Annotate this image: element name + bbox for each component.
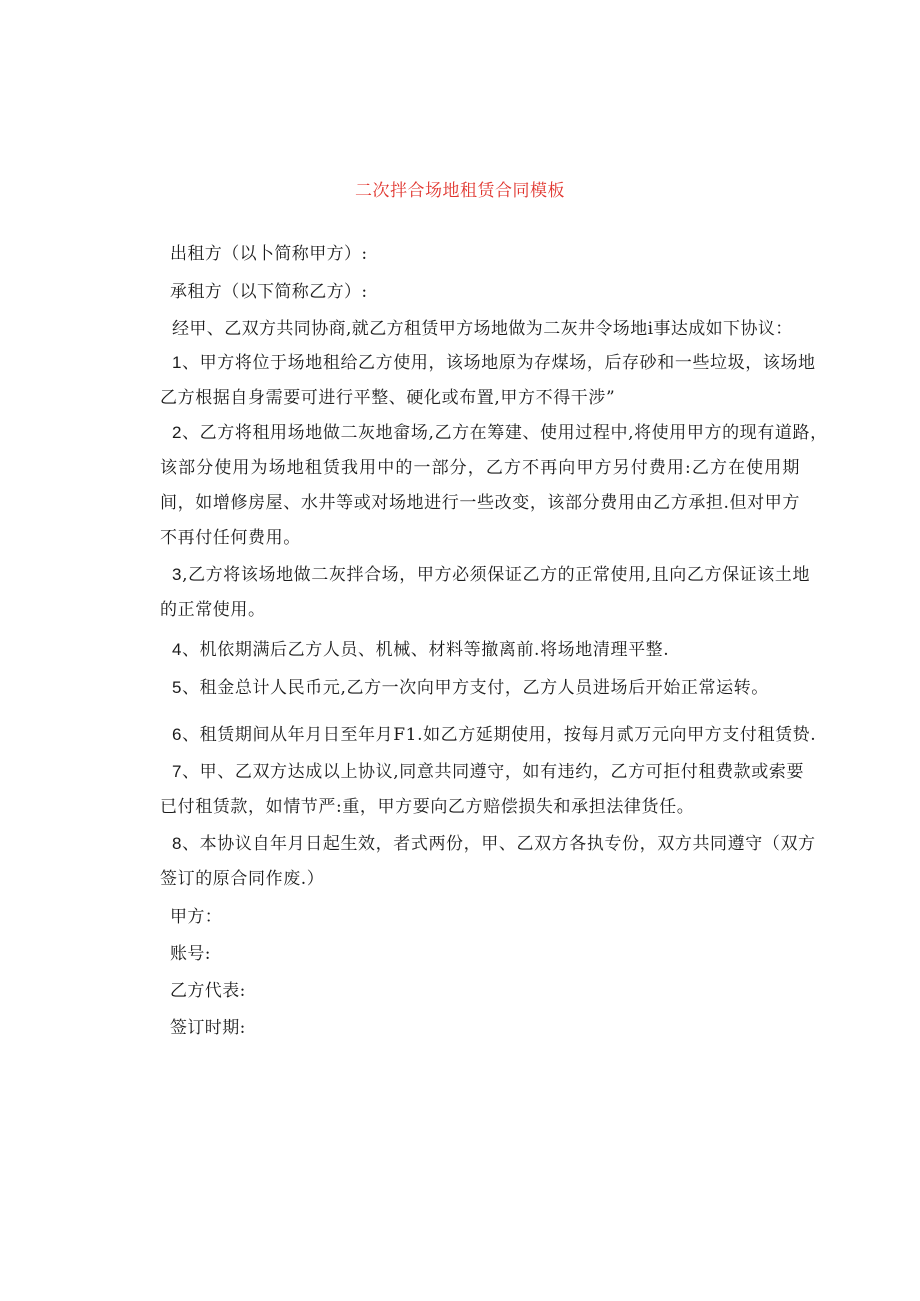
clause-text-rest: 乙方根据自身需要可进行平整、硬化或布置,甲方不得干涉” — [160, 388, 616, 408]
document-title: 二次拌合场地租赁合同模板 — [355, 181, 565, 201]
clause-7 — [160, 754, 805, 825]
clause-number: 4 — [172, 640, 183, 659]
clause-text-rest: 已付租赁款，如情节严:重，甲方要向乙方赔偿损失和承担法律货任。 — [160, 797, 695, 817]
clause-number: 1 — [172, 353, 183, 372]
clause-5 — [160, 670, 800, 706]
clause-4 — [160, 632, 800, 668]
clause-text-first: 、机依期满后乙方人员、机械、材料等撤离前.将场地清理平整. — [182, 640, 670, 660]
clause-2 — [160, 415, 828, 556]
clause-text-first: 、甲、乙双方达成以上协议,同意共同遵守，如有违约，乙方可拒付租费款或索要 — [182, 762, 805, 782]
clause-1 — [160, 345, 816, 416]
signature-date: 签订时期: — [170, 1018, 246, 1038]
clause-number: 5 — [172, 678, 183, 697]
clause-text-rest: 该部分使用为场地租赁我用中的一部分，乙方不再向甲方另付费用:乙方在使用期间，如增修房屋、水井等或对场地进行一些改变，该部分费用由乙方承担.但对甲方不再付任何费用。 — [160, 458, 800, 548]
clause-text-first: 、租赁期间从年月日至年月F1.如乙方延期使用，按每月贰万元向甲方支付租赁贽. — [182, 725, 817, 745]
clause-text-first: 、乙方将租用场地做二灰地畲场,乙方在筹建、使用过程中,将使用甲方的现有道路， — [182, 423, 828, 443]
clause-number: 3 — [172, 565, 183, 584]
signature-party-b-rep: 乙方代表: — [170, 981, 246, 1001]
clause-8 — [160, 826, 816, 897]
clause-text-first: ,乙方将该场地做二灰拌合场，甲方必须保证乙方的正常使用,且向乙方保证该土地 — [182, 565, 811, 585]
clause-number: 6 — [172, 725, 183, 744]
lessor-line: 出租方（以卜简称甲方）: — [170, 244, 368, 264]
signature-account: 账号: — [170, 944, 211, 964]
clause-3 — [160, 557, 811, 628]
signature-party-a: 甲方： — [170, 907, 223, 927]
clause-6 — [160, 717, 817, 753]
intro-line: 经甲、乙双方共同协商,就乙方租赁甲方场地做为二灰井令场地i事达成如下协议： — [172, 319, 793, 339]
clause-text-first: 、租金总计人民币元,乙方一次向甲方支付，乙方人员进场后开始正常运转。 — [182, 678, 769, 698]
clause-text-rest: 签订的原合同作废.） — [160, 869, 325, 889]
clause-number: 2 — [172, 423, 183, 442]
lessee-line: 承租方（以下简称乙方）: — [170, 282, 368, 302]
clause-text-rest: 的正常使用。 — [160, 600, 266, 620]
clause-text-first: 、甲方将位于场地租给乙方使用，该场地原为存煤场，后存砂和一些垃圾，该场地 — [182, 353, 816, 373]
clause-number: 7 — [172, 762, 183, 781]
clause-text-first: 、本协议自年月日起生效，者式两份，甲、乙双方各执专份，双方共同遵守（双方 — [182, 834, 816, 854]
clause-number: 8 — [172, 834, 183, 853]
